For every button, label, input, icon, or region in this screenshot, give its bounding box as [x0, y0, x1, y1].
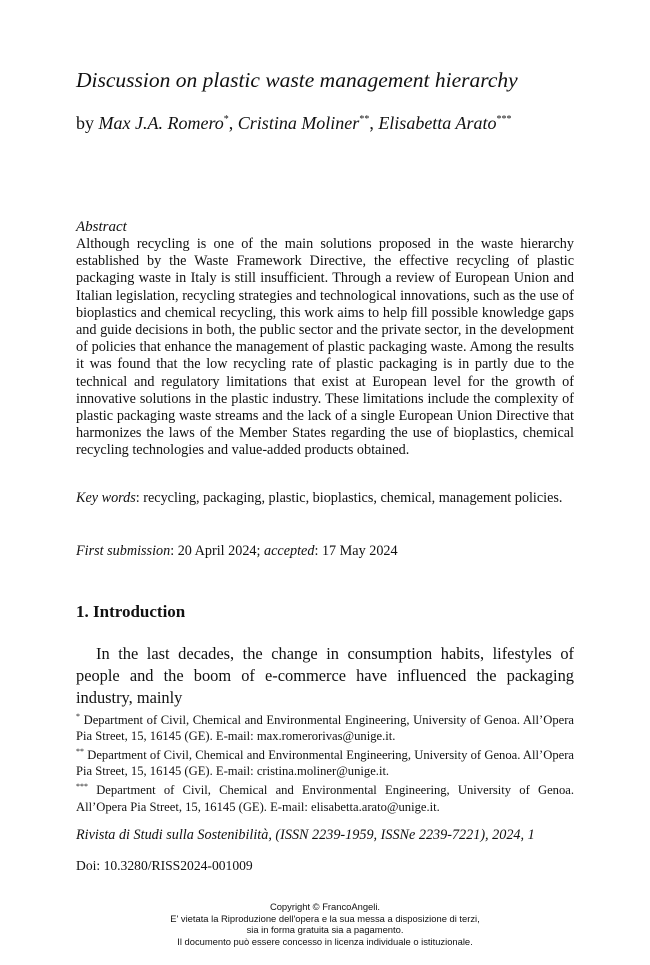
first-submission-date: : 20 April 2024;	[170, 543, 265, 559]
author-footnote-mark: *	[223, 114, 229, 125]
intro-paragraph: In the last decades, the change in consumption habits, lifestyles of people and the boom of e-commerce have influenced the packaging industry, mainly	[76, 644, 574, 707]
keywords-label: Key words	[76, 490, 136, 506]
copyright-line: E' vietata la Riproduzione dell'opera e la sua messa a disposizione di terzi,	[170, 912, 480, 924]
copyright-line: sia in forma gratuita sia a pagamento.	[246, 924, 404, 936]
footnote-text: Department of Civil, Chemical and Environmental Engineering, University of Genoa. All’Opera Pia Street, 15, 16145 (GE). E-mail: max.romerorivas@unige.it.	[76, 713, 574, 744]
footnotes	[76, 709, 574, 815]
copyright-line: Il documento può essere concesso in licenza individuale o istituzionale.	[177, 935, 473, 947]
author-name: Elisabetta Arato	[378, 113, 497, 133]
abstract-heading: Abstract	[76, 219, 127, 235]
author-footnote-mark: **	[359, 114, 370, 125]
author-separator: ,	[369, 113, 379, 133]
copyright-notice	[0, 901, 650, 947]
abstract-text: Although recycling is one of the main solutions proposed in the waste hierarchy established by the Waste Framework Directive, the effective recycling of plastic packaging waste in Italy is still insufficient. Through a review of European Union and Italian legislation, recycling strategies and technological innovations, such as the use of bioplastics and chemical recycling, this work aims to help fill possible knowledge gaps and guide decisions in both, the public sector and the private sector, in the development of policies that enhance the management of plastic packaging waste. Among the results it was found that the low recycling rate of plastic packaging is in partly due to the technical and regulatory limitations that exist at European level for the growth of innovative solutions in the plastic industry. These limitations include the complexity of plastic packaging waste streams and the lack of a single European Union Directive that harmonizes the laws of the Member States regarding the use of bioplastics, chemical recycling technologies and value-added products obtained.	[76, 236, 574, 459]
footnote-mark: **	[76, 747, 84, 757]
footnote-mark: *	[76, 712, 80, 721]
footnote	[76, 709, 574, 744]
author-name: Max J.A. Romero	[98, 113, 224, 133]
author-footnote-mark: ***	[496, 114, 512, 125]
byline-prefix: by	[76, 113, 99, 133]
author-byline	[76, 108, 574, 135]
footnote	[76, 779, 574, 814]
footnote-text: Department of Civil, Chemical and Environmental Engineering, University of Genoa. All’Opera Pia Street, 15, 16145 (GE). E-mail: elisabetta.arato@unige.it.	[76, 783, 574, 814]
keywords-text: : recycling, packaging, plastic, bioplastics, chemical, management policies.	[135, 490, 563, 506]
first-submission-label: First submission	[76, 543, 171, 559]
footnote-mark: ***	[76, 782, 88, 792]
author-name: Cristina Moliner	[237, 113, 360, 133]
author-separator: ,	[228, 113, 238, 133]
keywords	[76, 490, 574, 507]
footnote	[76, 744, 574, 779]
accepted-date: : 17 May 2024	[314, 543, 398, 559]
journal-citation: Rivista di Studi sulla Sostenibilità, (ISSN 2239-1959, ISSNe 2239-7221), 2024, 1	[76, 827, 535, 843]
paper-title: Discussion on plastic waste management hierarchy	[76, 68, 518, 92]
accepted-label: accepted	[264, 543, 315, 559]
doi: Doi: 10.3280/RISS2024-001009	[76, 858, 253, 873]
section-heading: 1. Introduction	[76, 602, 186, 621]
submission-dates	[76, 543, 574, 560]
footnote-text: Department of Civil, Chemical and Environmental Engineering, University of Genoa. All’Opera Pia Street, 15, 16145 (GE). E-mail: cristina.moliner@unige.it.	[76, 748, 574, 779]
copyright-line: Copyright © FrancoAngeli.	[269, 901, 381, 912]
